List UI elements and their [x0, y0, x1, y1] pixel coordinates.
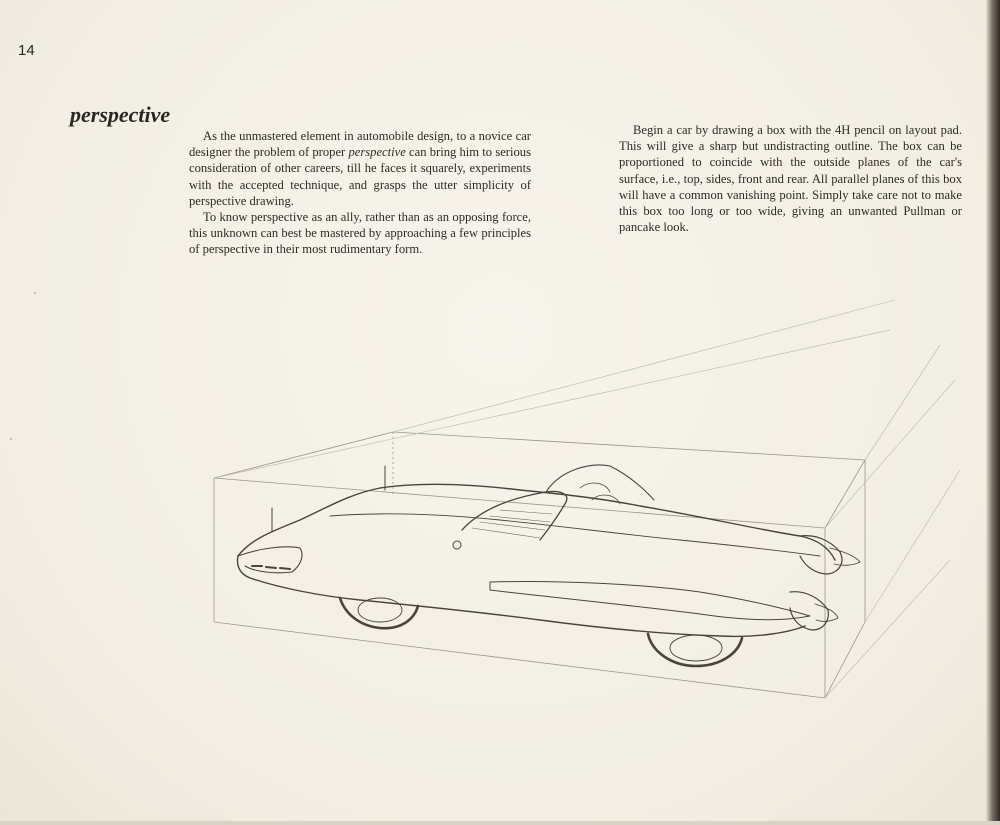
paper-speck	[10, 438, 12, 440]
paper-speck	[34, 292, 36, 294]
car-beltline	[330, 514, 820, 556]
page-number: 14	[18, 42, 35, 59]
vanishing-line-1	[393, 300, 895, 432]
car-rear-fin	[238, 547, 302, 573]
left-paragraph-1-start: As the unmastered element in automobile design, to a novice car designer the problem of proper	[189, 129, 531, 160]
car-side-spear	[490, 581, 810, 619]
left-paragraph-2: To know perspective as an ally, rather than as an opposing force, this unknown can best be mastered by approaching a few principles of perspective in their most rudimentary form.	[189, 210, 531, 257]
car-front-cone-upper	[830, 548, 860, 565]
car-front-hubcap	[670, 635, 722, 661]
car-door-handle	[453, 541, 461, 549]
book-spine-shadow	[986, 0, 1000, 825]
car-roofline	[238, 484, 835, 560]
car-body	[238, 465, 861, 666]
right-paragraph-1: Begin a car by drawing a box with the 4H pencil on layout pad. This will give a sharp but undistracting outline. The box can be proportioned to coincide with the outside planes of the car's surface, i.e., top, sides, front and rear. All parallel planes of this box will have a common vanishing point. Simply take care not to make this box too long or too wide, giving an unwanted Pullman or pancake look.	[619, 123, 962, 235]
car-front-pod-lower	[790, 592, 828, 630]
vanishing-line-3	[865, 345, 940, 460]
box-edge-bottom	[214, 622, 825, 698]
car-lower-body	[238, 556, 806, 636]
car-front-cone-lower	[815, 604, 838, 621]
car-taillights	[252, 566, 290, 569]
vanishing-lines	[214, 300, 960, 698]
section-title: perspective	[70, 102, 171, 127]
car-front-pod-upper	[800, 536, 842, 574]
left-paragraph-1-end: can bring him to serious consideration of other careers, till he faces it squarely, experiments with the accepted technique, and grasps the utter simplicity of perspective drawing.	[189, 145, 531, 208]
vanishing-line-4	[825, 380, 955, 528]
vanishing-line-5	[865, 470, 960, 622]
box-top-face	[214, 432, 865, 528]
page-bottom-edge	[0, 821, 1000, 825]
vanishing-line-6	[825, 560, 950, 698]
car-windshield	[462, 491, 567, 540]
emphasis-perspective: perspective	[348, 145, 406, 160]
perspective-box	[214, 432, 865, 698]
